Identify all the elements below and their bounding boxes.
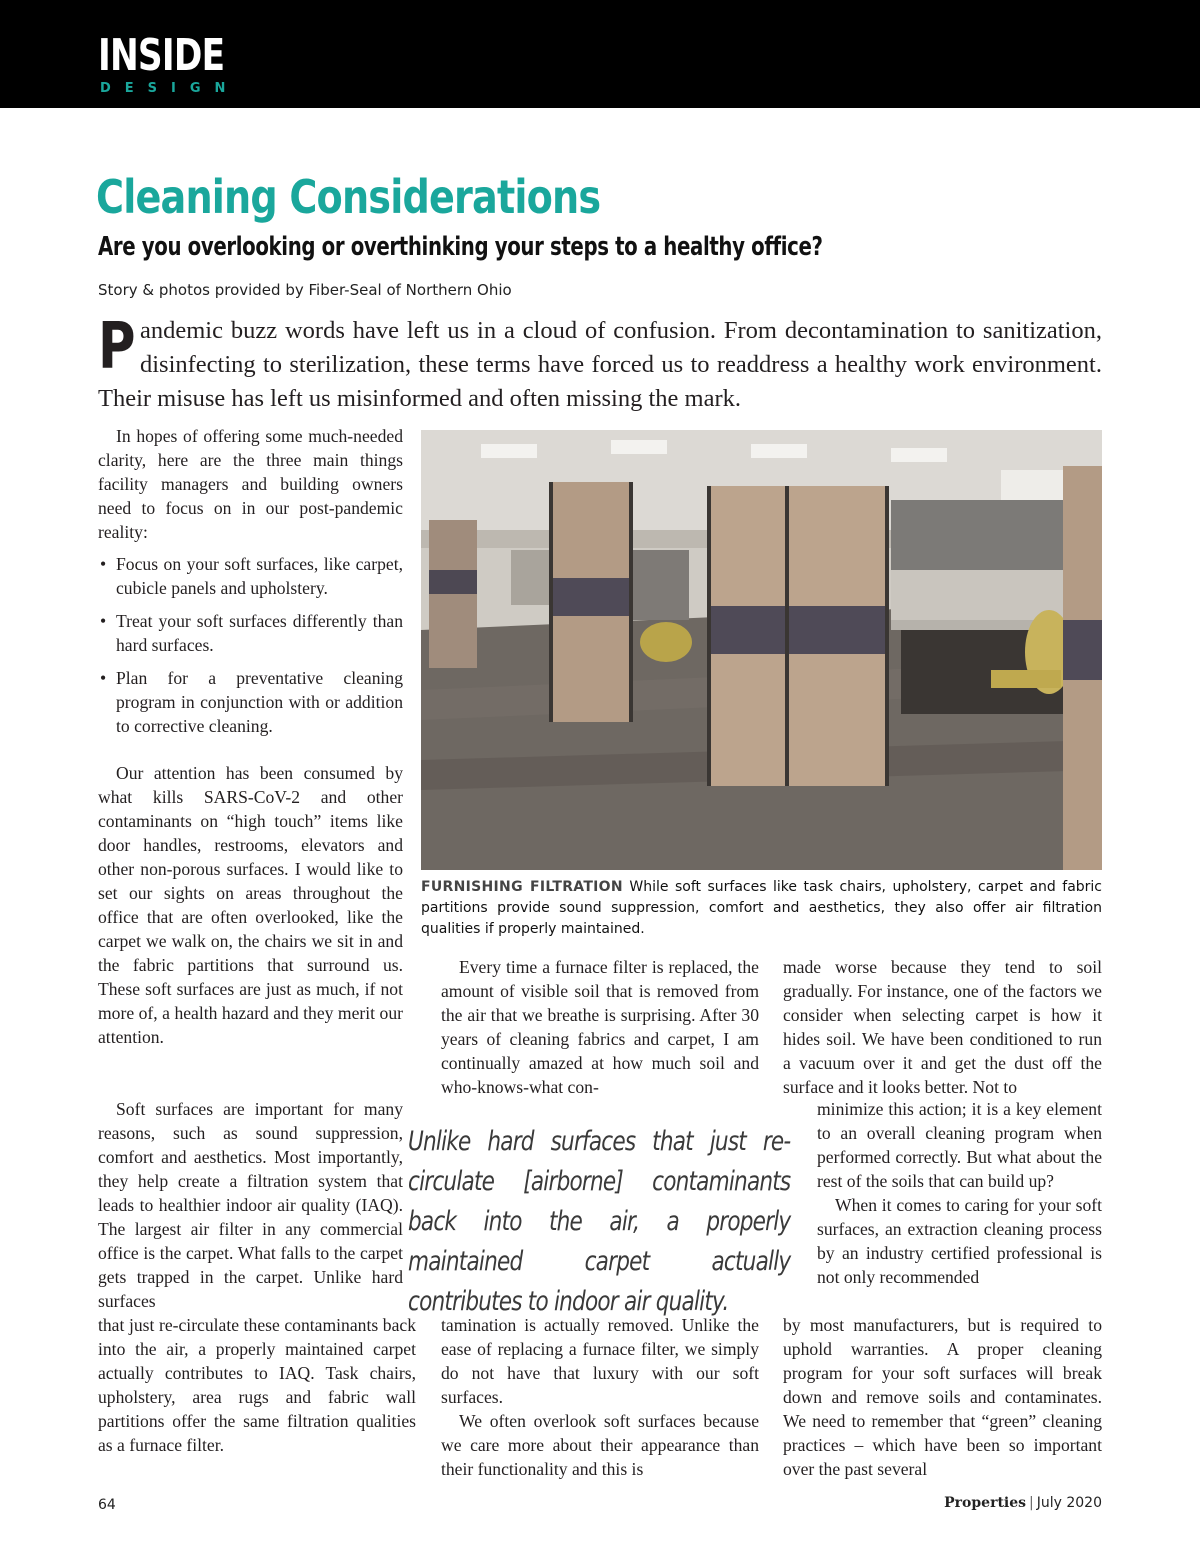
body-paragraph: made worse because they tend to soil gradually. For instance, one of the factors we consider when selecting carpet is how it hides soil. We have been conditioned to run a vacuum over it and get the dust off the surface and it looks better. Not to — [783, 957, 1102, 1097]
column-1-top — [98, 424, 403, 747]
body-paragraph: When it comes to caring for your soft surfaces, an extraction cleaning process by an industry certified professional is not only recommended — [817, 1195, 1102, 1287]
column-1-bottom — [98, 1313, 416, 1457]
section-subtitle: DESIGN — [100, 81, 240, 96]
photo-caption — [421, 877, 1102, 940]
list-item: • Focus on your soft surfaces, like carpet, cubicle panels and upholstery. — [98, 552, 403, 600]
body-paragraph: that just re-circulate these contaminants back into the air, a properly maintained carpet actually contributes to IAQ. Task chairs, upholstery, area rugs and fabric wall partitions offer the same filtration qualities as a furnace filter. — [98, 1315, 416, 1455]
office-cubicles-photo — [421, 430, 1102, 870]
body-paragraph: tamination is actually removed. Unlike the ease of replacing a furnace filter, we simply do not have that luxury with our soft surfaces. — [441, 1315, 759, 1407]
magazine-name: Properties — [944, 1495, 1027, 1511]
list-item: • Treat your soft surfaces differently than hard surfaces. — [98, 609, 403, 657]
body-paragraph: Every time a furnace filter is replaced, the amount of visible soil that is removed from the air that we breathe is surprising. After 30 years of cleaning fabrics and carpet, I am continually amazed at how much soil and who-knows-what con- — [441, 957, 759, 1097]
article-headline: Cleaning Considerations — [96, 170, 601, 224]
column-2-top — [441, 955, 759, 1099]
article-byline: Story & photos provided by Fiber-Seal of Northern Ohio — [98, 281, 512, 299]
office-cubicles-illustration — [421, 430, 1102, 870]
column-2-bottom — [441, 1313, 759, 1481]
intro-text: andemic buzz words have left us in a cloud of confusion. From decontamination to sanitization, disinfecting to sterilization, these terms have forced us to readdress a healthy work environment. Their misuse has left us misinformed and often missing the mark. — [98, 317, 1102, 412]
column-3-top — [783, 955, 1102, 1099]
article-deck: Are you overlooking or overthinking your steps to a healthy office? — [98, 232, 823, 262]
footer-credit — [944, 1495, 1102, 1511]
section-title: INSIDE — [98, 30, 225, 81]
body-paragraph: Soft surfaces are important for many reasons, such as sound suppression, comfort and aesthetics. Most importantly, they help create a filtration system that leads to healthier indoor air quality (IAQ). The largest air filter in any commercial office is the carpet. What falls to the carpet gets trapped in the carpet. Unlike hard surfaces — [98, 1099, 403, 1311]
intro-paragraph — [98, 310, 1102, 416]
body-paragraph: by most manufacturers, but is required to uphold warranties. A proper cleaning program for your soft surfaces will break down and remove soils and contaminates. We need to remember that “green” cleaning practices – which have been so important over the past several — [783, 1315, 1102, 1479]
footer-separator: | — [1029, 1495, 1034, 1511]
drop-cap: P — [98, 310, 136, 384]
column-3-middle — [817, 1097, 1102, 1289]
pull-quote — [408, 1122, 790, 1322]
pull-quote-text: Unlike hard surfaces that just re-circulate [airborne] contaminants back into the air, a properly maintained carpet actually contributes to indoor air quality. — [408, 1126, 791, 1317]
list-item: • Plan for a preventative cleaning program in conjunction with or addition to corrective cleaning. — [98, 666, 403, 738]
body-paragraph: We often overlook soft surfaces because we care more about their appearance than their functionality and this is — [441, 1411, 759, 1479]
caption-label: FURNISHING FILTRATION — [421, 879, 623, 895]
body-paragraph: minimize this action; it is a key element to an overall cleaning program when performed correctly. But what about the rest of the soils that can build up? — [817, 1099, 1102, 1191]
body-paragraph: In hopes of offering some much-needed clarity, here are the three main things facility managers and building owners need to focus on in our post-pandemic reality: — [98, 426, 403, 542]
column-3-bottom — [783, 1313, 1102, 1481]
column-1-lower — [98, 1097, 403, 1313]
key-points-list — [98, 552, 403, 738]
caption-text: While soft surfaces like task chairs, upholstery, carpet and fabric partitions provide sound suppression, comfort and aesthetics, they also offer air filtration qualities if properly maintained. — [421, 879, 1103, 937]
issue-date: July 2020 — [1036, 1495, 1102, 1511]
page-number: 64 — [98, 1497, 116, 1513]
column-1-middle — [98, 761, 403, 1049]
body-paragraph: Our attention has been consumed by what kills SARS-CoV-2 and other contaminants on “high touch” items like door handles, restrooms, elevators and other non-porous surfaces. I would like to set our sights on areas throughout the office that are often overlooked, like the carpet we walk on, the chairs we sit in and the fabric partitions that surround us. These soft surfaces are just as much, if not more of, a health hazard and they merit our attention. — [98, 763, 403, 1047]
